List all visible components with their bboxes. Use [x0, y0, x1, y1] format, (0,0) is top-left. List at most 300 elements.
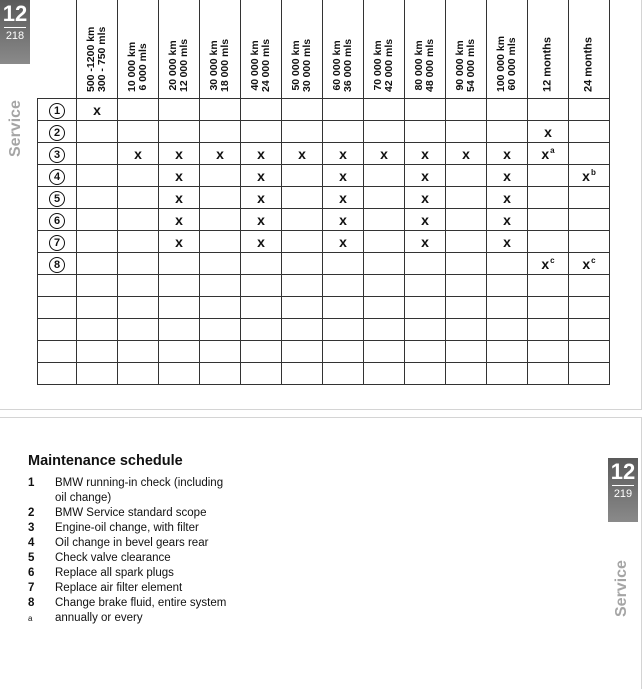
row-number-cell: [38, 275, 77, 297]
schedule-cell: [77, 253, 118, 275]
service-mark: x: [257, 145, 265, 162]
header-mls: 6 000 mls: [137, 43, 149, 91]
schedule-cell: [405, 187, 446, 209]
schedule-cell: [282, 165, 323, 187]
schedule-cell: [118, 209, 159, 231]
schedule-cell: [200, 99, 241, 121]
schedule-cell: [200, 275, 241, 297]
legend-text: Engine-oil change, with filter: [55, 522, 199, 534]
service-mark: x: [421, 167, 429, 184]
service-mark: x: [421, 189, 429, 206]
legend-title: Maintenance schedule: [28, 453, 183, 469]
schedule-cell: [77, 99, 118, 121]
schedule-cell: [323, 209, 364, 231]
schedule-cell: [446, 165, 487, 187]
schedule-cell: [200, 209, 241, 231]
schedule-cell: [282, 143, 323, 165]
service-mark: $x^c$: [541, 255, 555, 272]
schedule-cell: [446, 209, 487, 231]
schedule-cell: [282, 121, 323, 143]
schedule-cell: [487, 209, 528, 231]
service-mark: x: [421, 145, 429, 162]
schedule-cell: [118, 297, 159, 319]
header-mls: 60 000 mls: [506, 37, 518, 91]
table-row: [38, 297, 610, 319]
schedule-cell: [528, 297, 569, 319]
schedule-cell: [200, 187, 241, 209]
schedule-cell: [405, 341, 446, 363]
schedule-cell: [77, 209, 118, 231]
legend-item: [28, 536, 228, 551]
legend-item: [28, 596, 228, 611]
table-row: [38, 253, 610, 275]
item-number-circle: 1: [49, 103, 65, 119]
service-mark: x: [503, 211, 511, 228]
legend-text: Check valve clearance: [55, 552, 171, 564]
table-row: [38, 231, 610, 253]
column-header: [159, 0, 200, 99]
schedule-cell: [77, 297, 118, 319]
schedule-cell: [200, 363, 241, 385]
schedule-cell: [446, 143, 487, 165]
column-header: [487, 0, 528, 99]
service-mark: x: [134, 145, 142, 162]
schedule-cell: [487, 165, 528, 187]
service-mark: x: [339, 233, 347, 250]
schedule-cell: [159, 99, 200, 121]
schedule-cell: [569, 297, 610, 319]
table-row: [38, 275, 610, 297]
header-km: 60 000 km: [331, 40, 343, 91]
schedule-cell: [159, 121, 200, 143]
schedule-cell: [241, 341, 282, 363]
schedule-cell: [487, 253, 528, 275]
schedule-cell: [118, 363, 159, 385]
item-number-circle: 7: [49, 235, 65, 251]
legend-list: [28, 476, 228, 626]
schedule-cell: [323, 275, 364, 297]
column-header: [364, 0, 405, 99]
schedule-cell: [118, 253, 159, 275]
service-mark: x: [175, 189, 183, 206]
schedule-cell: [241, 143, 282, 165]
schedule-cell: [446, 253, 487, 275]
legend-number: 6: [28, 567, 35, 579]
table-row: [38, 121, 610, 143]
row-number-cell: [38, 319, 77, 341]
header-mls: 18 000 mls: [219, 38, 231, 92]
schedule-cell: [118, 319, 159, 341]
header-mls: 48 000 mls: [424, 38, 436, 92]
schedule-cell: [241, 363, 282, 385]
column-header: [241, 0, 282, 99]
schedule-cell: [446, 319, 487, 341]
schedule-cell: [118, 275, 159, 297]
schedule-cell: [159, 253, 200, 275]
schedule-cell: [159, 363, 200, 385]
schedule-cell: [159, 341, 200, 363]
service-mark: x: [339, 167, 347, 184]
schedule-cell: [159, 297, 200, 319]
schedule-cell: [487, 297, 528, 319]
page-number: 218: [5, 30, 25, 42]
schedule-cell: [405, 297, 446, 319]
schedule-cell: [364, 363, 405, 385]
schedule-cell: [446, 99, 487, 121]
legend-item: [28, 611, 228, 626]
schedule-cell: [528, 363, 569, 385]
service-mark: x: [503, 189, 511, 206]
legend-number: a: [28, 614, 33, 623]
schedule-cell: [446, 297, 487, 319]
legend-number: 8: [28, 597, 35, 609]
header-mls: 12 000 mls: [178, 38, 190, 92]
schedule-cell: [364, 319, 405, 341]
legend-number: 3: [28, 522, 35, 534]
schedule-cell: [569, 187, 610, 209]
footnote-marker: c: [591, 255, 596, 265]
schedule-cell: [241, 187, 282, 209]
schedule-cell: [77, 363, 118, 385]
footnote-marker: c: [550, 255, 555, 265]
service-mark: x: [257, 211, 265, 228]
service-mark: x: [544, 123, 552, 140]
service-mark: $x^b$: [582, 167, 596, 184]
header-interval: 12 months: [541, 36, 554, 92]
service-mark: x: [503, 167, 511, 184]
legend-text: Replace air filter element: [55, 582, 183, 594]
table-row: [38, 165, 610, 187]
row-number-cell: [38, 253, 77, 275]
schedule-cell: [282, 209, 323, 231]
schedule-cell: [405, 99, 446, 121]
header-km: 500 -1200 km: [85, 26, 97, 92]
service-mark: x: [257, 189, 265, 206]
schedule-cell: [323, 231, 364, 253]
footnote-marker: a: [550, 145, 555, 155]
column-header: [569, 0, 610, 99]
schedule-cell: [323, 319, 364, 341]
schedule-cell: [159, 231, 200, 253]
legend-number: 4: [28, 537, 35, 549]
legend-text: Oil change in bevel gears rear: [55, 537, 209, 549]
schedule-cell: [118, 143, 159, 165]
schedule-cell: [241, 253, 282, 275]
legend-text: BMW running-in check (including oil change): [55, 477, 224, 504]
schedule-cell: [364, 121, 405, 143]
schedule-cell: [487, 275, 528, 297]
schedule-cell: [77, 187, 118, 209]
legend-number: 5: [28, 552, 35, 564]
schedule-cell: [282, 297, 323, 319]
header-mls: 36 000 mls: [342, 38, 354, 92]
header-mls: 54 000 mls: [465, 38, 477, 92]
header-km: 30 000 km: [208, 40, 220, 91]
item-number-circle: 6: [49, 213, 65, 229]
item-number-circle: 2: [49, 125, 65, 141]
row-number-cell: [38, 209, 77, 231]
schedule-cell: [528, 209, 569, 231]
schedule-cell: [569, 231, 610, 253]
legend-number: 2: [28, 507, 35, 519]
schedule-cell: [77, 341, 118, 363]
schedule-cell: [200, 165, 241, 187]
schedule-cell: [364, 341, 405, 363]
service-mark: x: [503, 233, 511, 250]
schedule-cell: [405, 143, 446, 165]
row-number-cell: [38, 341, 77, 363]
header-km: 20 000 km: [167, 40, 179, 91]
schedule-cell: [241, 99, 282, 121]
service-mark: x: [421, 233, 429, 250]
schedule-cell: [446, 187, 487, 209]
table-corner: [38, 0, 77, 99]
schedule-cell: [569, 209, 610, 231]
column-header: [200, 0, 241, 99]
schedule-cell: [364, 297, 405, 319]
table-row: [38, 143, 610, 165]
service-mark: x: [421, 211, 429, 228]
schedule-cell: [200, 231, 241, 253]
column-header: [446, 0, 487, 99]
schedule-cell: [282, 275, 323, 297]
chapter-tab-right: [608, 458, 638, 522]
schedule-cell: [405, 275, 446, 297]
schedule-cell: [487, 231, 528, 253]
column-header: [528, 0, 569, 99]
service-mark: x: [380, 145, 388, 162]
schedule-cell: [528, 341, 569, 363]
schedule-cell: [323, 143, 364, 165]
header-mls: 300 - 750 mls: [96, 26, 108, 92]
schedule-cell: [569, 253, 610, 275]
header-mls: 30 000 mls: [301, 38, 313, 92]
table-row: [38, 341, 610, 363]
legend-text: BMW Service standard scope: [55, 507, 207, 519]
schedule-cell: [487, 341, 528, 363]
schedule-cell: [446, 121, 487, 143]
schedule-cell: [323, 253, 364, 275]
column-header: [405, 0, 446, 99]
schedule-cell: [159, 275, 200, 297]
column-header: [118, 0, 159, 99]
column-header: [323, 0, 364, 99]
schedule-cell: [323, 165, 364, 187]
footnote-marker: b: [590, 167, 596, 177]
schedule-cell: [364, 275, 405, 297]
schedule-cell: [118, 99, 159, 121]
schedule-cell: [528, 99, 569, 121]
schedule-cell: [569, 121, 610, 143]
schedule-cell: [405, 363, 446, 385]
schedule-cell: [528, 319, 569, 341]
service-mark: x: [257, 167, 265, 184]
schedule-cell: [405, 165, 446, 187]
header-km: 10 000 km: [126, 41, 138, 92]
service-mark: $x^a$: [541, 145, 555, 162]
schedule-cell: [241, 275, 282, 297]
schedule-cell: [282, 363, 323, 385]
schedule-cell: [446, 231, 487, 253]
header-km: 90 000 km: [454, 40, 466, 91]
schedule-cell: [569, 99, 610, 121]
schedule-cell: [364, 99, 405, 121]
schedule-cell: [118, 121, 159, 143]
row-number-cell: [38, 187, 77, 209]
row-number-cell: [38, 143, 77, 165]
column-header: [77, 0, 118, 99]
header-interval: 24 months: [582, 36, 595, 92]
schedule-cell: [487, 143, 528, 165]
schedule-cell: [569, 341, 610, 363]
service-mark: x: [339, 211, 347, 228]
schedule-cell: [200, 121, 241, 143]
tab-divider: [4, 27, 26, 28]
legend-item: [28, 566, 228, 581]
schedule-cell: [77, 319, 118, 341]
schedule-cell: [528, 231, 569, 253]
schedule-cell: [282, 341, 323, 363]
schedule-cell: [323, 297, 364, 319]
schedule-cell: [241, 319, 282, 341]
page-number: 219: [613, 488, 633, 500]
item-number-circle: 4: [49, 169, 65, 185]
row-number-cell: [38, 99, 77, 121]
schedule-cell: [405, 209, 446, 231]
schedule-cell: [282, 231, 323, 253]
item-number-circle: 3: [49, 147, 65, 163]
table-row: [38, 99, 610, 121]
row-number-cell: [38, 165, 77, 187]
schedule-cell: [77, 143, 118, 165]
schedule-cell: [569, 275, 610, 297]
legend-text: annually or every: [55, 612, 143, 624]
header-km: 70 000 km: [372, 40, 384, 91]
schedule-cell: [323, 187, 364, 209]
tab-divider: [612, 485, 634, 486]
section-label: Service: [613, 560, 630, 617]
schedule-cell: [159, 187, 200, 209]
schedule-cell: [118, 165, 159, 187]
service-mark: x: [175, 211, 183, 228]
service-mark: x: [462, 145, 470, 162]
schedule-cell: [487, 121, 528, 143]
schedule-cell: [405, 319, 446, 341]
schedule-cell: [282, 99, 323, 121]
schedule-cell: [528, 275, 569, 297]
row-number-cell: [38, 363, 77, 385]
schedule-cell: [446, 275, 487, 297]
schedule-cell: [528, 143, 569, 165]
service-mark: x: [175, 145, 183, 162]
row-number-cell: [38, 231, 77, 253]
legend-item: [28, 521, 228, 536]
service-mark: x: [216, 145, 224, 162]
row-number-cell: [38, 297, 77, 319]
maintenance-schedule-table: [37, 0, 610, 385]
table-row: [38, 209, 610, 231]
column-header: [282, 0, 323, 99]
header-mls: 24 000 mls: [260, 38, 272, 92]
service-mark: x: [175, 233, 183, 250]
service-mark: x: [339, 189, 347, 206]
schedule-cell: [487, 319, 528, 341]
schedule-cell: [364, 231, 405, 253]
legend-item: [28, 476, 228, 506]
schedule-cell: [528, 165, 569, 187]
schedule-cell: [528, 253, 569, 275]
schedule-cell: [241, 297, 282, 319]
schedule-cell: [364, 209, 405, 231]
legend-item: [28, 551, 228, 566]
schedule-cell: [77, 121, 118, 143]
header-km: 50 000 km: [290, 40, 302, 91]
schedule-cell: [77, 231, 118, 253]
table-row: [38, 187, 610, 209]
schedule-cell: [323, 121, 364, 143]
schedule-cell: [77, 165, 118, 187]
schedule-cell: [446, 341, 487, 363]
schedule-cell: [241, 165, 282, 187]
schedule-cell: [405, 253, 446, 275]
schedule-cell: [323, 99, 364, 121]
schedule-cell: [323, 363, 364, 385]
service-mark: x: [298, 145, 306, 162]
chapter-tab-left: [0, 0, 30, 64]
legend-item: [28, 506, 228, 521]
schedule-cell: [159, 319, 200, 341]
legend-item: [28, 581, 228, 596]
service-mark: x: [503, 145, 511, 162]
schedule-cell: [528, 187, 569, 209]
schedule-cell: [159, 165, 200, 187]
schedule-cell: [200, 341, 241, 363]
schedule-cell: [487, 99, 528, 121]
section-label: Service: [7, 100, 24, 157]
item-number-circle: 5: [49, 191, 65, 207]
table-row: [38, 319, 610, 341]
service-mark: $x^c$: [582, 255, 596, 272]
legend-number: 1: [28, 477, 35, 489]
schedule-cell: [364, 187, 405, 209]
schedule-cell: [200, 319, 241, 341]
service-mark: x: [257, 233, 265, 250]
schedule-cell: [446, 363, 487, 385]
schedule-cell: [569, 165, 610, 187]
schedule-cell: [364, 165, 405, 187]
schedule-cell: [200, 297, 241, 319]
schedule-cell: [118, 341, 159, 363]
header-km: 100 000 km: [495, 35, 507, 92]
schedule-cell: [323, 341, 364, 363]
schedule-cell: [241, 121, 282, 143]
schedule-cell: [118, 187, 159, 209]
schedule-cell: [569, 319, 610, 341]
schedule-cell: [200, 253, 241, 275]
schedule-cell: [77, 275, 118, 297]
legend-number: 7: [28, 582, 35, 594]
schedule-cell: [200, 143, 241, 165]
schedule-cell: [241, 231, 282, 253]
schedule-cell: [282, 187, 323, 209]
schedule-cell: [405, 121, 446, 143]
service-mark: x: [175, 167, 183, 184]
header-km: 80 000 km: [413, 40, 425, 91]
service-mark: x: [93, 101, 101, 118]
schedule-cell: [569, 363, 610, 385]
legend-text: Change brake fluid, entire system: [55, 597, 227, 609]
schedule-cell: [487, 363, 528, 385]
